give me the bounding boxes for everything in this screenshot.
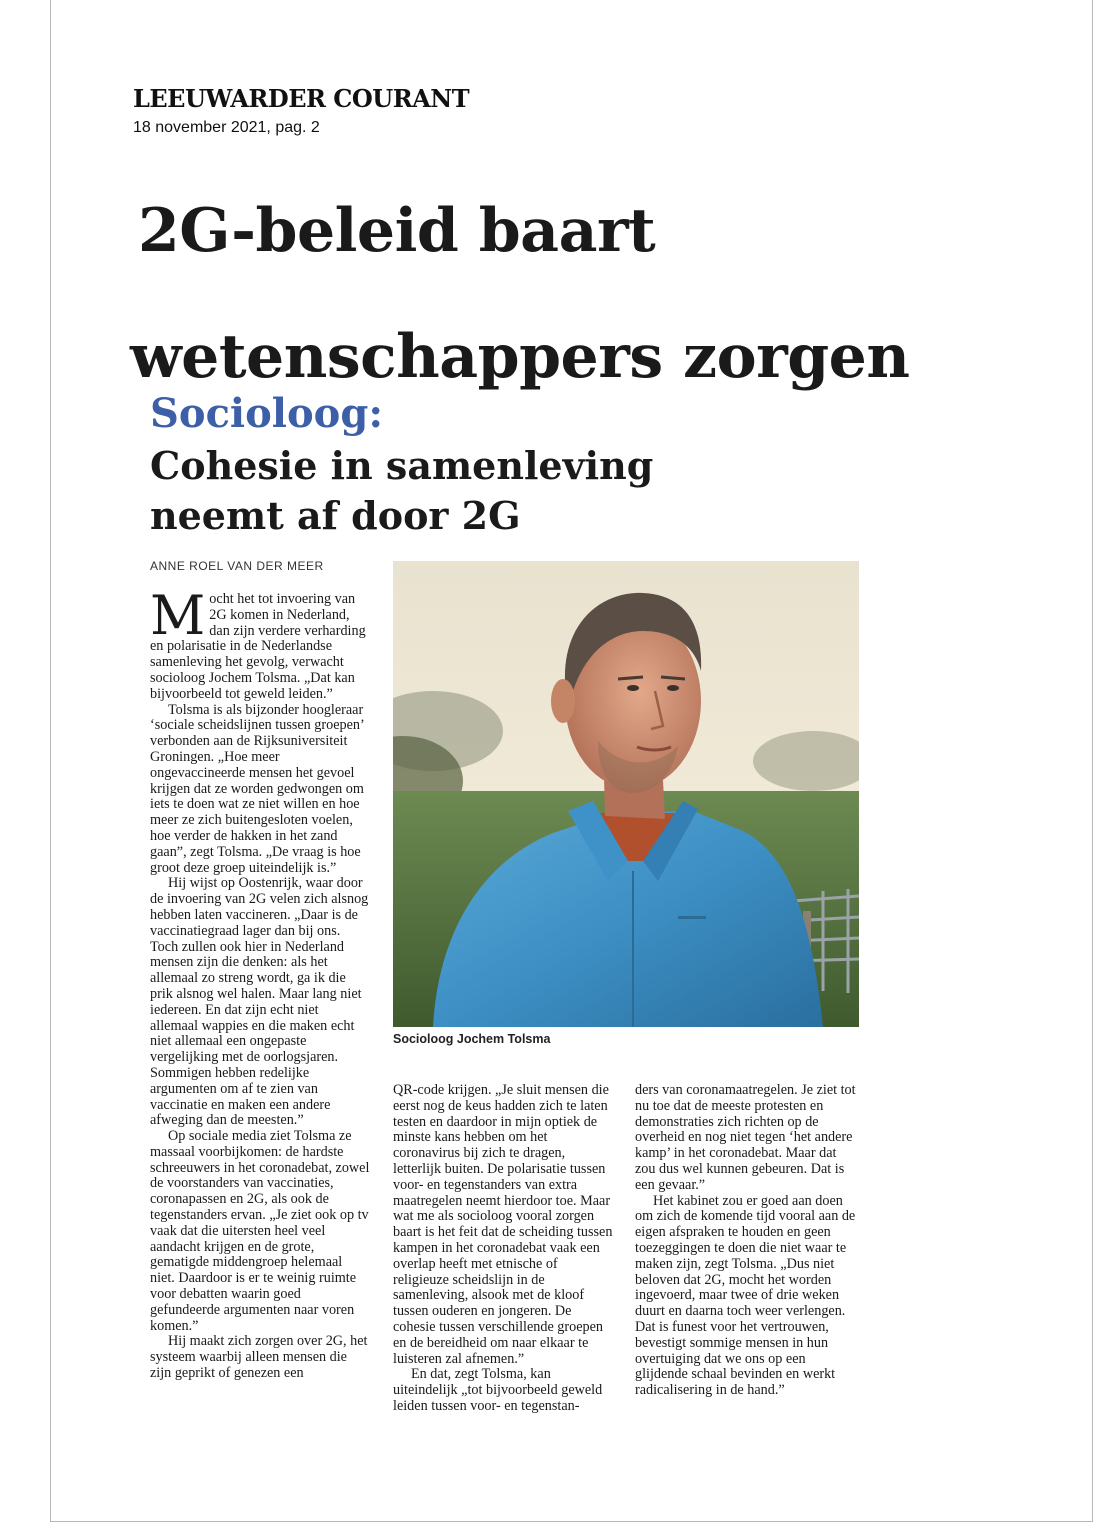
- byline: ANNE ROEL VAN DER MEER: [150, 559, 324, 573]
- paragraph: Op sociale media ziet Tolsma ze massaal voorbijkomen: de hardste schreeuwers in het coronadebat, zowel de voorstanders van vaccinaties, coronapassen en 2G, als ook de tegenstanders ervan. „Je ziet ook op tv vaak dat die uitersten heel veel aandacht krijgen en de grote, gematigde middengroep helemaal niet. Daardoor is er te weinig ruimte voor debatten waarin goed gefundeerde argumenten naar voren komen.”: [150, 1128, 370, 1334]
- article-column-3: [635, 1083, 859, 1399]
- photo-caption: Socioloog Jochem Tolsma: [393, 1032, 551, 1046]
- headline: [130, 168, 1030, 420]
- article-column-2: [393, 1083, 615, 1415]
- kicker: Socioloog:: [150, 390, 384, 437]
- headline-line-1: 2G-beleid baart: [138, 196, 656, 266]
- paragraph: Hij wijst op Oostenrijk, waar door de invoering van 2G velen zich alsnog hebben laten vaccineren. „Daar is de vaccinatiegraad lager dan bij ons. Toch zullen ook hier in Nederland mensen zijn die denken: als het allemaal zo streng wordt, ga ik die prik alsnog wel halen. Maar lang niet iedereen. En dat zijn echt niet allemaal wappies en die maken echt niet allemaal een ongepaste vergelijking met de oorlogsjaren. Sommigen hebben redelijke argumenten om af te zien van vaccinatie en maken een andere afweging dan de meesten.”: [150, 875, 369, 1129]
- paragraph: ders van coronamaatregelen. Je ziet tot nu toe dat de meeste protesten en demonstraties zich richten op de overheid en nog niet tegen ‘het andere kamp’ in het coronadebat. Maar dat zou dus wel kunnen gebeuren. Dat is een gevaar.”: [635, 1082, 856, 1193]
- headline-line-2: wetenschappers zorgen: [130, 322, 910, 392]
- lead-text: ocht het tot invoering van 2G komen in Nederland, dan zijn verdere verharding en polarisatie in de Nederlandse samenleving het gevolg, verwacht socioloog Jochem Tolsma. „Dat kan bijvoorbeeld tot geweld leiden.”: [150, 591, 366, 702]
- paragraph: Tolsma is als bijzonder hoogleraar ‘sociale scheidslijnen tussen groepen’ verbonden aan de Rijksuniversiteit Groningen. „Hoe meer ongevaccineerde mensen het gevoel krijgen dat ze worden gedwongen om iets te doen wat ze niet willen en hoe meer ze zich buitengesloten voelen, hoe verder de hakken in het zand gaan”, zegt Tolsma. „De vraag is hoe groot deze groep uiteindelijk is.”: [150, 701, 364, 876]
- article-column-1: [150, 584, 370, 1382]
- newspaper-masthead: LEEUWARDER COURANT: [133, 84, 470, 113]
- paragraph: En dat, zegt Tolsma, kan uiteindelijk „tot bijvoorbeeld geweld leiden tussen voor- en tegenstan-: [393, 1366, 603, 1414]
- paragraph: Het kabinet zou er goed aan doen om zich de komende tijd vooral aan de eigen afspraken te houden en geen toezeggingen te doen die niet waar te maken zijn, zegt Tolsma. „Dus niet beloven dat 2G, mocht het worden ingevoerd, maar twee of drie weken duurt en daarna toch weer verlengen. Dat is funest voor het vertrouwen, bevestigt sommige mensen in hun overtuiging dat we ons op een glijdende schaal bevinden en werkt radicalisering in de hand.”: [635, 1192, 856, 1399]
- dateline: 18 november 2021, pag. 2: [133, 119, 320, 136]
- paragraph: Hij maakt zich zorgen over 2G, het systeem waarbij alleen mensen die zijn geprikt of genezen een: [150, 1333, 368, 1382]
- drop-cap: M: [150, 584, 206, 647]
- paragraph: QR-code krijgen. „Je sluit mensen die eerst nog de keus hadden zich te laten testen en daardoor in mijn optiek de minste kans hebben om het coronavirus bij zich te dragen, letterlijk buiten. De polarisatie tussen voor- en tegenstanders van extra maatregelen neemt hierdoor toe. Maar wat me als socioloog vooral zorgen baart is het feit dat de scheiding tussen kampen in het coronadebat vaak een overlap heeft met etnische of religieuze scheidslijn in de samenleving, alsook met de kloof tussen ouderen en jongeren. De cohesie tussen verschillende groepen en de bereidheid om naar elkaar te luisteren zal afnemen.”: [393, 1082, 613, 1367]
- portrait-photo: [393, 561, 859, 1027]
- subheadline: Cohesie in samenleving neemt af door 2G: [150, 443, 654, 538]
- lead-paragraph: [150, 584, 370, 703]
